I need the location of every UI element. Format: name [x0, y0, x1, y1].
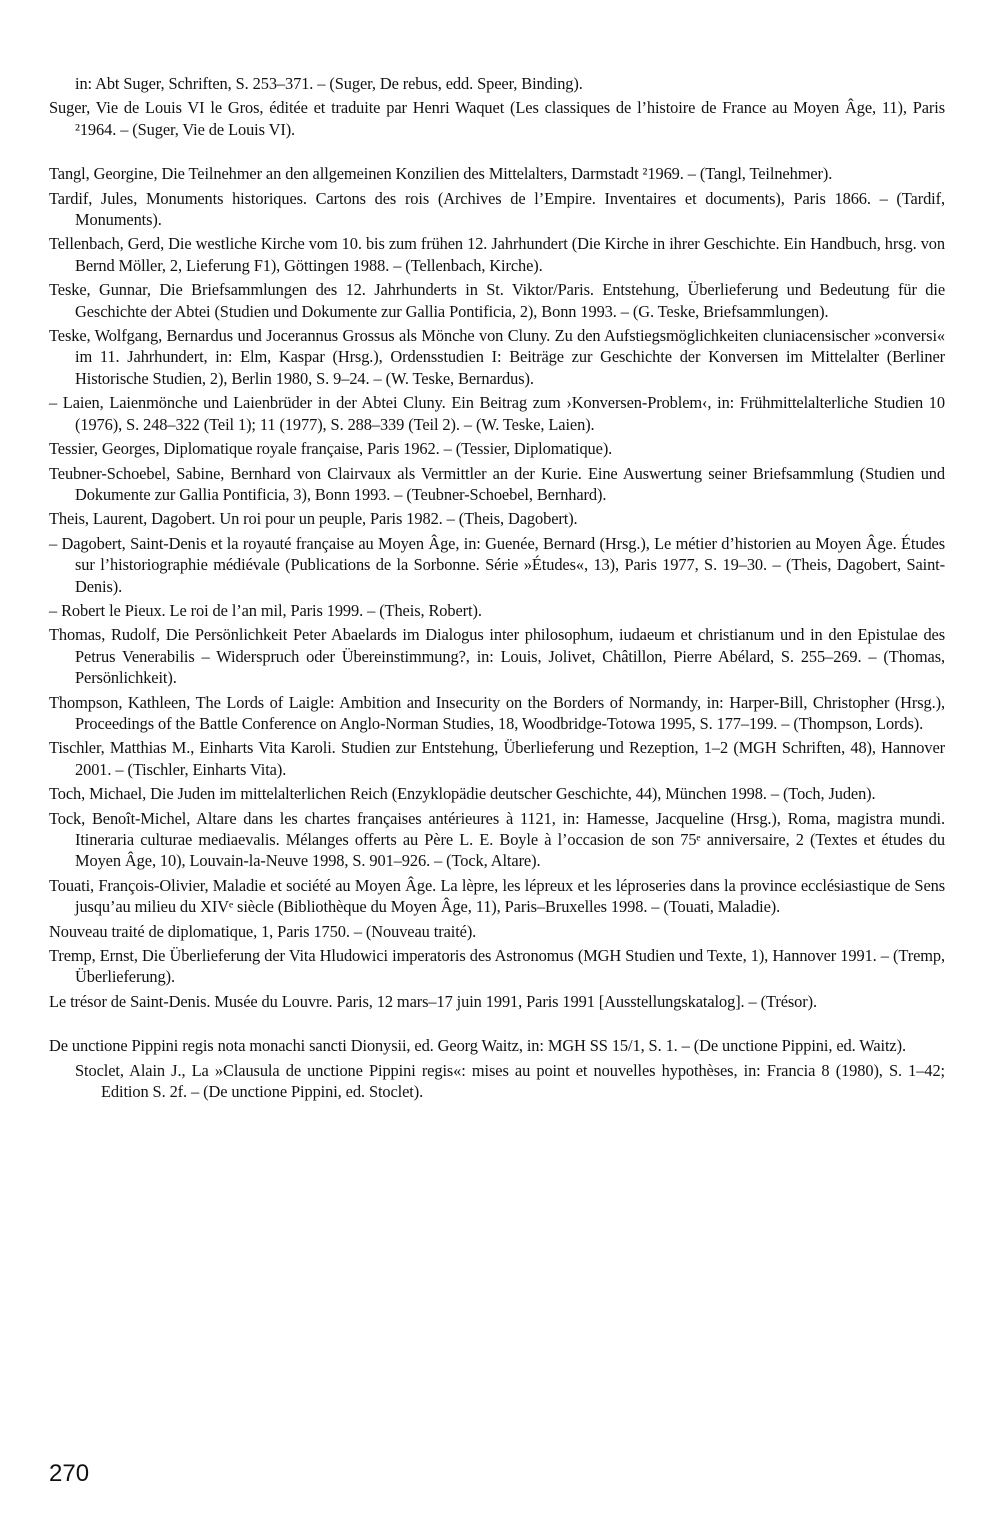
bibliography-entry: Stoclet, Alain J., La »Clausula de unctione Pippini regis«: mises au point et nouvelles hypothèses, in: Francia 8 (1980), S. 1–42; Edition S. 2f. – (De unctione Pippini, ed. Stoclet). — [75, 1060, 945, 1102]
bibliography-entry: Tessier, Georges, Diplomatique royale française, Paris 1962. – (Tessier, Diplomatique). — [49, 439, 613, 459]
page-number: 270 — [49, 1460, 90, 1487]
bibliography-entry: Teske, Gunnar, Die Briefsammlungen des 12. Jahrhunderts in St. Viktor/Paris. Entstehung, Überlieferung und Bedeutung für die Geschichte der Abtei (Studien und Dokumente zur Gallia Pontificia, 2), Bonn 1993. – (G. Teske, Briefsammlungen). — [49, 280, 945, 321]
bibliography-group-3 — [49, 1035, 945, 1102]
bibliography-page — [49, 73, 945, 1105]
bibliography-entry: in: Abt Suger, Schriften, S. 253–371. – (Suger, De rebus, edd. Speer, Binding). — [75, 74, 583, 93]
bibliography-entry: Tremp, Ernst, Die Überlieferung der Vita Hludowici imperatoris des Astronomus (MGH Studien und Texte, 1), Hannover 1991. – (Tremp, Überlieferung). — [49, 946, 945, 987]
section-spacer — [49, 143, 945, 163]
bibliography-entry: – Robert le Pieux. Le roi de l’an mil, Paris 1999. – (Theis, Robert). — [49, 600, 482, 620]
bibliography-entry: Tangl, Georgine, Die Teilnehmer an den allgemeinen Konzilien des Mittelalters, Darmstadt ²1969. – (Tangl, Teilnehmer). — [49, 164, 833, 184]
bibliography-entry: Nouveau traité de diplomatique, 1, Paris 1750. – (Nouveau traité). — [49, 921, 477, 941]
bibliography-entry: Theis, Laurent, Dagobert. Un roi pour un peuple, Paris 1982. – (Theis, Dagobert). — [49, 509, 578, 529]
section-spacer — [49, 1015, 945, 1035]
bibliography-entry: Tellenbach, Gerd, Die westliche Kirche vom 10. bis zum frühen 12. Jahrhundert (Die Kirche in ihrer Geschichte. Ein Handbuch, hrsg. von Bernd Möller, 2, Lieferung F1), Göttingen 1988. – (Tellenbach, Kirche). — [49, 234, 945, 275]
bibliography-entry: De unctione Pippini regis nota monachi sancti Dionysii, ed. Georg Waitz, in: MGH SS 15/1, S. 1. – (De unctione Pippini, ed. Waitz). — [49, 1036, 906, 1056]
bibliography-group-1 — [49, 73, 945, 140]
bibliography-entry: Thomas, Rudolf, Die Persönlichkeit Peter Abaelards im Dialogus inter philosophum, iudaeum et christianum und in den Epistulae des Petrus Venerabilis – Widerspruch oder Übereinstimmung?, in: Louis, Jolivet, Châtillon, Pierre Abélard, S. 255–269. – (Thomas, Persönlichkeit). — [49, 625, 945, 688]
bibliography-entry: Tock, Benoît-Michel, Altare dans les chartes françaises antérieures à 1121, in: Hamesse, Jacqueline (Hrsg.), Roma, magistra mundi. Itineraria culturae mediaevalis. Mélanges offerts au Père L. E. Boyle à l’occasion de son 75ᵉ anniversaire, 2 (Textes et études du Moyen Âge, 10), Louvain-la-Neuve 1998, S. 901–926. – (Tock, Altare). — [49, 808, 945, 871]
bibliography-entry: Teske, Wolfgang, Bernardus und Jocerannus Grossus als Mönche von Cluny. Zu den Aufstiegsmöglichkeiten cluniacensischer »conversi« im 11. Jahrhundert, in: Elm, Kaspar (Hrsg.), Ordensstudien I: Beiträge zur Geschichte der Konversen im Mittelalter (Berliner Historische Studien, 2), Berlin 1980, S. 9–24. – (W. Teske, Bernardus). — [49, 326, 945, 388]
bibliography-entry: Tischler, Matthias M., Einharts Vita Karoli. Studien zur Entstehung, Überlieferung und Rezeption, 1–2 (MGH Schriften, 48), Hannover 2001. – (Tischler, Einharts Vita). — [49, 738, 945, 779]
bibliography-entry: – Laien, Laienmönche und Laienbrüder in der Abtei Cluny. Ein Beitrag zum ›Konversen-Problem‹, in: Frühmittelalterliche Studien 10 (1976), S. 248–322 (Teil 1); 11 (1977), S. 288–339 (Teil 2). – (W. Teske, Laien). — [49, 393, 945, 434]
bibliography-entry: Toch, Michael, Die Juden im mittelalterlichen Reich (Enzyklopädie deutscher Geschichte, 44), München 1998. – (Toch, Juden). — [49, 784, 876, 804]
bibliography-group-2 — [49, 163, 945, 1012]
bibliography-entry: Touati, François-Olivier, Maladie et société au Moyen Âge. La lèpre, les lépreux et les léproseries dans la province ecclésiastique de Sens jusqu’au milieu du XIVᵉ siècle (Bibliothèque du Moyen Âge, 11), Paris–Bruxelles 1998. – (Touati, Maladie). — [49, 875, 945, 917]
bibliography-entry: Le trésor de Saint-Denis. Musée du Louvre. Paris, 12 mars–17 juin 1991, Paris 1991 [Ausstellungskatalog]. – (Trésor). — [49, 991, 817, 1011]
bibliography-entry: Suger, Vie de Louis VI le Gros, éditée et traduite par Henri Waquet (Les classiques de l’histoire de France au Moyen Âge, 11), Paris ²1964. – (Suger, Vie de Louis VI). — [49, 98, 945, 139]
bibliography-entry: Tardif, Jules, Monuments historiques. Cartons des rois (Archives de l’Empire. Inventaires et documents), Paris 1866. – (Tardif, Monuments). — [49, 188, 945, 230]
bibliography-entry: Thompson, Kathleen, The Lords of Laigle: Ambition and Insecurity on the Borders of Normandy, in: Harper-Bill, Christopher (Hrsg.), Proceedings of the Battle Conference on Anglo-Norman Studies, 18, Woodbridge-Totowa 1995, S. 177–199. – (Thompson, Lords). — [49, 692, 945, 733]
bibliography-entry: – Dagobert, Saint-Denis et la royauté française au Moyen Âge, in: Guenée, Bernard (Hrsg.), Le métier d’historien au Moyen Âge. Études sur l’historiographie médiévale (Publications de la Sorbonne. Série »Études«, 13), Paris 1977, S. 19–30. – (Theis, Dagobert, Saint-Denis). — [49, 533, 945, 596]
bibliography-entry: Teubner-Schoebel, Sabine, Bernhard von Clairvaux als Vermittler an der Kurie. Eine Auswertung seiner Briefsammlung (Studien und Dokumente zur Gallia Pontificia, 3), Bonn 1993. – (Teubner-Schoebel, Bernhard). — [49, 463, 945, 504]
